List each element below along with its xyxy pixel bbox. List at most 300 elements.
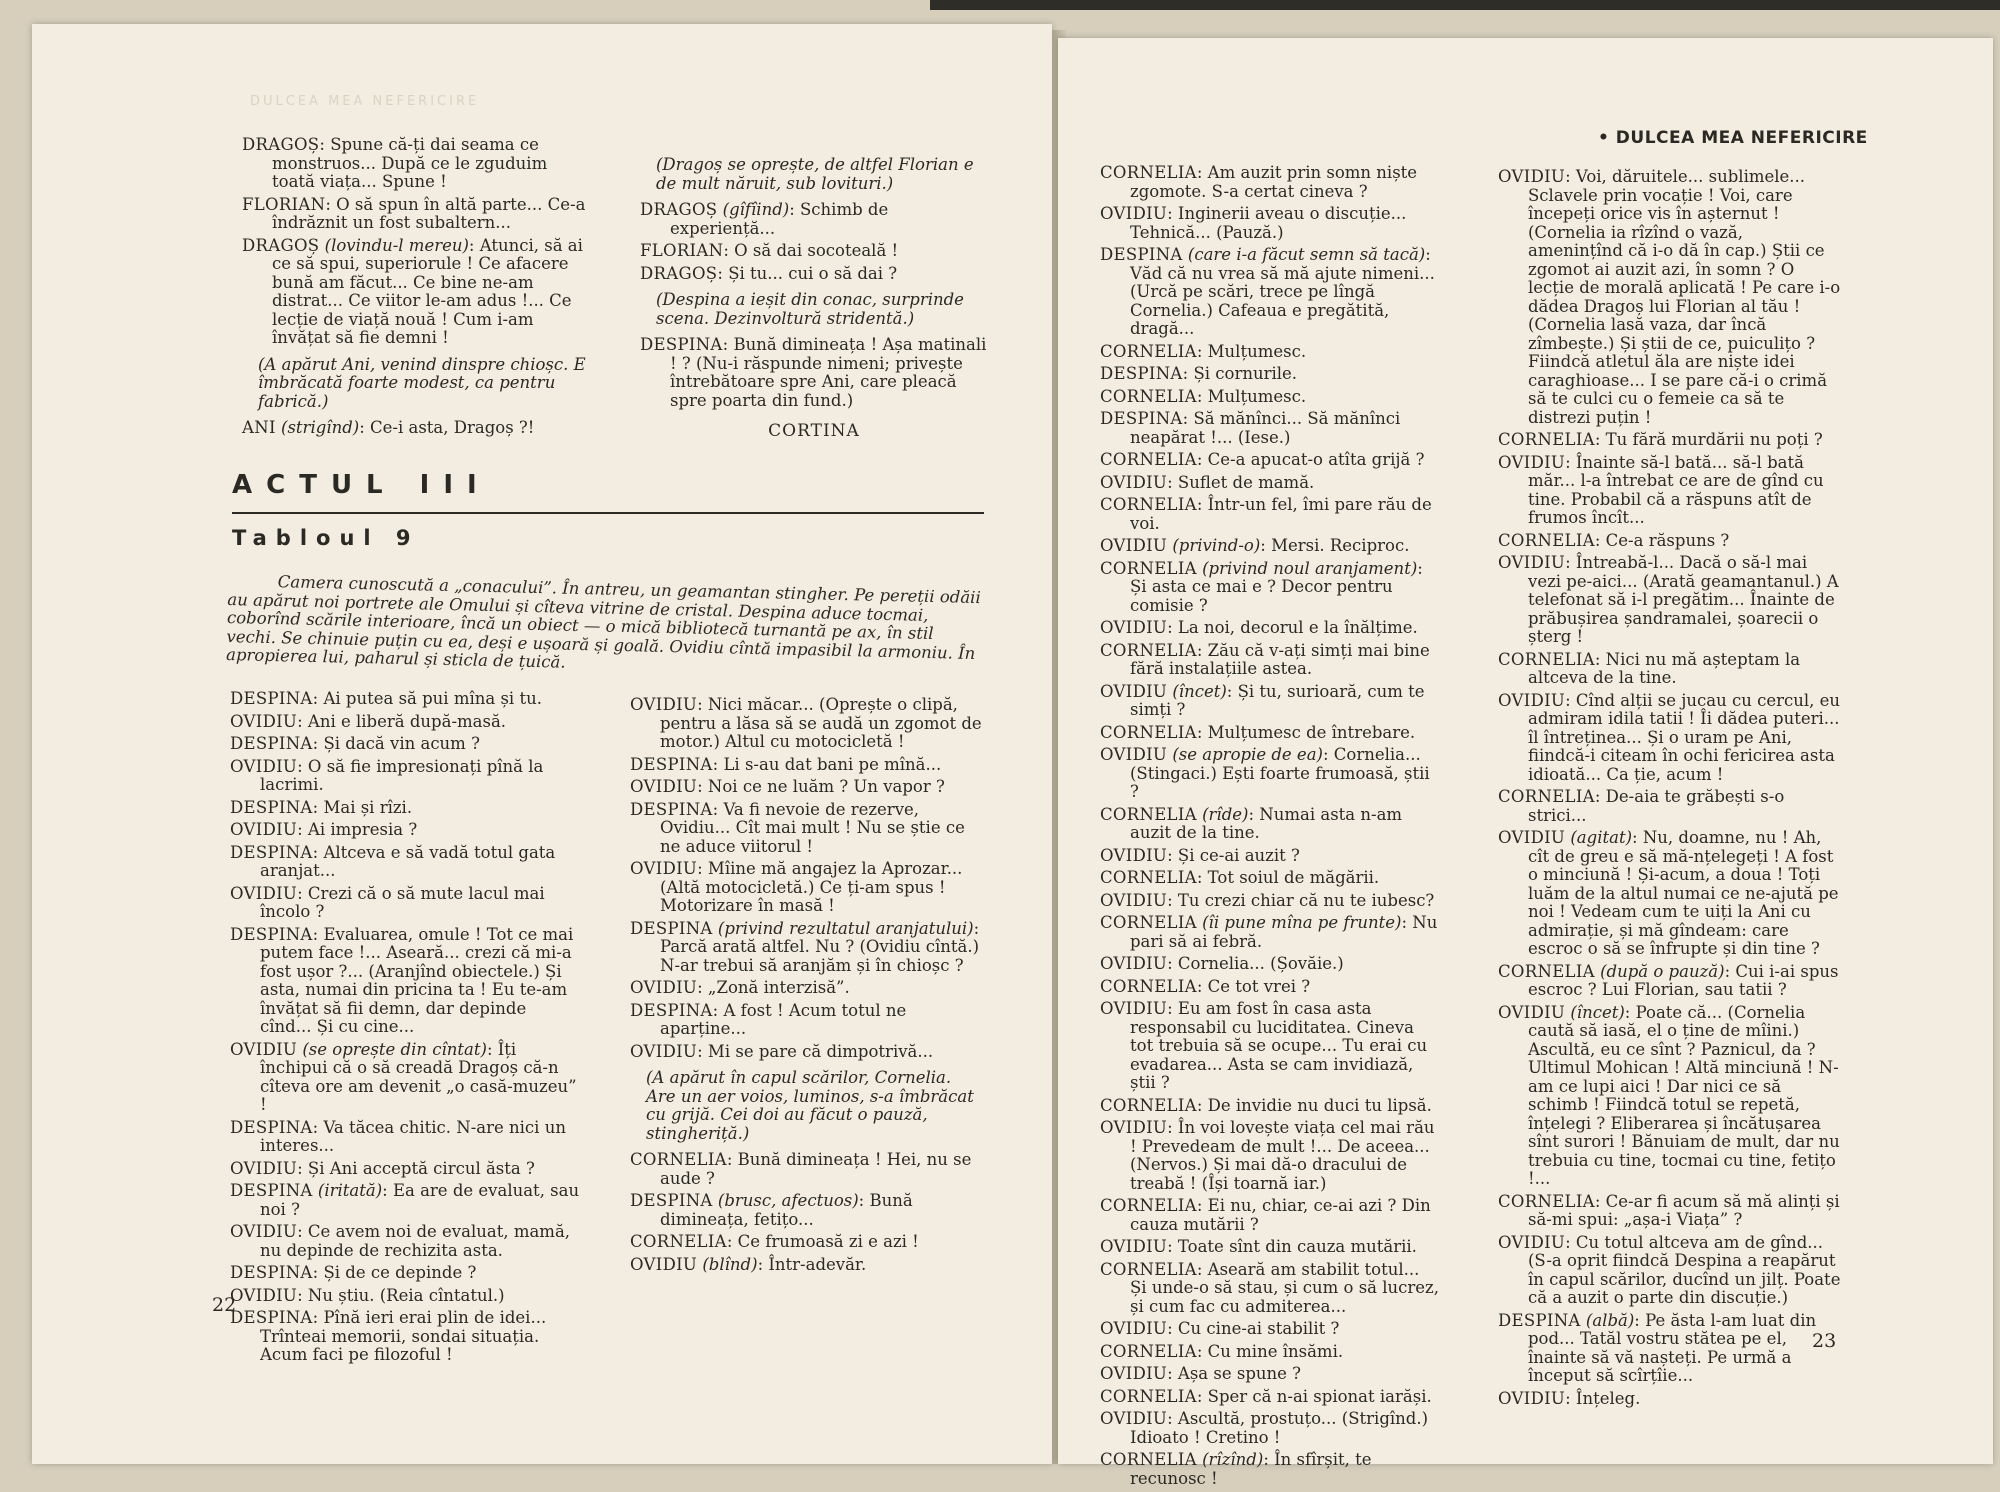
speaker-name: ANI [242, 418, 276, 437]
speaker-name: DESPINA [630, 918, 713, 938]
dialogue-line [640, 336, 988, 410]
line-text: : Crezi că o să mute lacul mai încolo ? [260, 883, 545, 921]
dialogue-line [1100, 410, 1440, 447]
dialogue-line [1498, 788, 1842, 825]
dialogue-line [230, 799, 580, 818]
speaker-direction: (lovindu-l mereu) [319, 235, 469, 255]
speaker-name: OVIDIU [1100, 472, 1168, 492]
speaker-name: OVIDIU [230, 756, 298, 776]
dialogue-line [1100, 246, 1440, 339]
speaker-name: DRAGOȘ [242, 235, 320, 255]
line-text: : Tot soiul de măgării. [1196, 868, 1380, 887]
speaker-name: OVIDIU [1100, 1118, 1168, 1137]
dialogue-line [242, 136, 588, 192]
line-text: : Și ce-ai auzit ? [1167, 845, 1300, 865]
dialogue-line [230, 1182, 580, 1219]
background-edge [930, 0, 2000, 10]
dialogue-line [630, 1002, 982, 1039]
speaker-name: OVIDIU [1100, 745, 1168, 764]
speaker-name: FLORIAN [640, 241, 724, 260]
dialogue-line [230, 1119, 580, 1156]
dialogue-line [242, 419, 588, 438]
speaker-name: OVIDIU [230, 1222, 298, 1241]
line-text: : Mersi. Reciproc. [1260, 536, 1410, 555]
speaker-name: OVIDIU [1498, 1002, 1566, 1022]
speaker-name: OVIDIU [230, 1039, 298, 1059]
line-text: : Ascultă, prostuțo... (Strigînd.) Idioato ! Cretino ! [1130, 1409, 1429, 1447]
speaker-name: FLORIAN [242, 194, 326, 214]
speaker-name: DRAGOȘ [640, 263, 718, 283]
line-text: : Mulțumesc. [1196, 386, 1307, 406]
speaker-name: OVIDIU [630, 1254, 698, 1274]
dialogue-line [1100, 1119, 1440, 1193]
speaker-direction: (se oprește din cîntat) [297, 1039, 487, 1059]
dialogue-line [1100, 806, 1440, 843]
speaker-name: CORNELIA [1498, 649, 1595, 669]
speaker-name: CORNELIA [1498, 787, 1595, 806]
dialogue-line [1100, 537, 1440, 556]
curtain-marker: CORTINA [768, 421, 860, 441]
line-text: : Nu pari să ai febră. [1130, 913, 1438, 951]
speaker-direction: (iritată) [312, 1181, 383, 1200]
dialogue-line [630, 979, 982, 998]
line-text: : Ce avem noi de evaluat, mamă, nu depinde de rechizita asta. [260, 1222, 571, 1260]
line-text: : Și asta ce mai e ? Decor pentru comisie ? [1130, 558, 1423, 615]
speaker-name: OVIDIU [1498, 690, 1566, 710]
line-text: : Cu mine însămi. [1196, 1341, 1344, 1361]
speaker-direction: (rîde) [1196, 804, 1249, 824]
line-text: : Cornelia... (Stingaci.) Ești foarte frumoasă, știi ? [1130, 745, 1430, 801]
speaker-name: CORNELIA [1100, 558, 1197, 578]
speaker-name: OVIDIU [230, 711, 298, 731]
line-text: : Și cornurile. [1182, 364, 1298, 383]
dialogue-line [1100, 724, 1440, 743]
speaker-direction: (care i-a făcut semn să tacă) [1182, 245, 1426, 264]
speaker-name: OVIDIU [630, 1041, 698, 1061]
tableau-title: Tabloul 9 [232, 526, 420, 550]
line-text: : Ce tot vrei ? [1196, 976, 1311, 996]
dialogue-line [1100, 642, 1440, 679]
dialogue-line [230, 713, 580, 732]
line-text: : Și Ani acceptă circul ăsta ? [297, 1158, 535, 1178]
line-text: : Ce frumoasă zi e azi ! [726, 1232, 919, 1251]
dialogue-line [1100, 892, 1440, 911]
dialogue-line [230, 844, 580, 881]
dialogue-line [230, 735, 580, 754]
line-text: : Și de ce depinde ? [312, 1263, 477, 1282]
dialogue-line [230, 1287, 580, 1306]
line-text: : Nici nu mă așteptam la altceva de la tine. [1528, 649, 1801, 687]
line-text: : Cui i-ai spus escroc ? Lui Florian, sau tatii ? [1528, 961, 1839, 999]
dialogue-line [1100, 1388, 1440, 1407]
speaker-name: DESPINA [630, 1191, 713, 1210]
line-text: : Li s-au dat bani pe mînă... [712, 754, 942, 774]
line-text: : Mulțumesc. [1196, 341, 1307, 361]
speaker-name: CORNELIA [1100, 722, 1197, 742]
dialogue-line [230, 821, 580, 840]
line-text: : Cu totul altceva am de gînd... (S-a oprit fiindcă Despina a reapărut în capul scărilor, ducînd un jilț. Poate că a auzit o parte din discuție.) [1528, 1232, 1841, 1307]
dialogue-line [230, 690, 580, 709]
dialogue-line [630, 1043, 982, 1062]
line-text: : Înțeleg. [1565, 1388, 1641, 1408]
line-text: : Mîine mă angajez la Aprozar... (Altă motocicletă.) Ce ți-am spus ! Motorizare în masă ! [660, 859, 963, 915]
dialogue-line [230, 1264, 580, 1283]
dialogue-line [230, 1223, 580, 1260]
line-text: : În sfîrșit, te recunosc ! [1130, 1450, 1372, 1488]
faded-running-header: DULCEA MEA NEFERICIRE [250, 94, 480, 109]
dialogue-line [1498, 1004, 1842, 1189]
page-number-right: 23 [1812, 1330, 1837, 1352]
speaker-name: CORNELIA [1100, 976, 1197, 996]
speaker-direction: (după o pauză) [1594, 961, 1725, 981]
line-text: : Să mănînci... Să mănînci neapărat !... (Iese.) [1130, 409, 1401, 447]
dialogue-line [230, 1309, 580, 1365]
speaker-name: OVIDIU [1100, 1319, 1168, 1338]
line-text: : Ce-a răspuns ? [1594, 530, 1730, 550]
line-text: : Așa se spune ? [1167, 1364, 1302, 1383]
line-text: : Ce-a apucat-o atîta grijă ? [1196, 450, 1425, 469]
line-text: : Ai putea să pui mîna și tu. [312, 689, 542, 708]
line-text: : Am auzit prin somn niște zgomote. S-a certat cineva ? [1130, 163, 1418, 201]
dialogue-line [640, 265, 988, 284]
dialogue-line [1100, 746, 1440, 802]
scene-description: Camera cunoscută a „conacului”. În antreu, un geamantan stingher. Pe pereții odăii au apărut noi portrete ale Omului și cîteva vitrine de cristal. Despina aduce tocmai, coborînd scările interioare, încă un obiect — o mică bibliotecă turnantă pe ax, în stil vechi. Se chinuie puțin cu ea, deși e ușoară și goală. Ovidiu cîntă impasibil la armoniu. În apropierea lui, paharul și sticla de țuică. [225, 572, 981, 672]
dialogue-line [230, 1160, 580, 1179]
speaker-direction: (privind noul aranjament) [1196, 558, 1418, 578]
speaker-name: DESPINA [230, 734, 313, 753]
dialogue-line [1100, 955, 1440, 974]
stage-direction: (A apărut Ani, venind dinspre chioșc. E îmbrăcată foarte modest, ca pentru fabrică.) [258, 354, 586, 411]
speaker-name: OVIDIU [1498, 1388, 1566, 1408]
dialogue-line [630, 756, 982, 775]
dialogue-line [1100, 869, 1440, 888]
speaker-name: DESPINA [230, 924, 313, 944]
speaker-name: DESPINA [1100, 245, 1183, 264]
line-text: : De invidie nu duci tu lipsă. [1196, 1095, 1432, 1115]
speaker-name: CORNELIA [1100, 495, 1197, 514]
speaker-direction: (agitat) [1565, 828, 1633, 847]
dialogue-line [1100, 388, 1440, 407]
dialogue-line [1100, 1238, 1440, 1257]
line-text: : La noi, decorul e la înălțime. [1167, 618, 1418, 637]
speaker-name: OVIDIU [230, 1285, 298, 1305]
running-header: • DULCEA MEA NEFERICIRE [1598, 128, 1868, 148]
speaker-name: DESPINA [630, 754, 713, 774]
speaker-name: DESPINA [630, 1000, 713, 1020]
speaker-direction: (strigînd) [275, 418, 360, 437]
speaker-name: CORNELIA [1100, 913, 1197, 932]
line-text: : Ce-i asta, Dragoș ?! [359, 418, 535, 437]
line-text: : Și dacă vin acum ? [312, 734, 480, 753]
left-column-2-top [640, 148, 988, 445]
line-text: : Într-un fel, îmi pare rău de voi. [1130, 495, 1432, 533]
line-text: : Voi, dăruitele... sublimele... Sclavele prin vocație ! Voi, care începeți orice vis în așternut ! (Cornelia ia rîzînd o vază, amenințînd că i-o dă în cap.) Știi ce zgomot ai auzit azi, în somn ? O lecție de morală aplicată ! Pe care i-o dădea Dragoș lui Florian al tău ! (Cornelia lasă vaza, dar încă zîmbește.) Și știi de ce, puiculițo ? Fiindcă atletul ăla are niște idei caraghioase... I se pare că-i o crimă să te culci cu o femeie ca să te distrezi puțin ! [1528, 167, 1841, 427]
dialogue-line [230, 926, 580, 1037]
speaker-name: DRAGOȘ [242, 135, 320, 154]
dialogue-line [630, 696, 982, 752]
dialogue-line [1498, 168, 1842, 427]
stage-direction: (Despina a ieșit din conac, surprinde scena. Dezinvoltură stridentă.) [656, 290, 964, 328]
line-text: : Aseară am stabilit totul... Și unde-o să stau, și cum o să lucrez, și cum fac cu admiterea... [1130, 1259, 1439, 1316]
speaker-direction: (privind-o) [1167, 536, 1261, 555]
speaker-name: CORNELIA [1100, 341, 1197, 361]
dialogue-line [1498, 554, 1842, 647]
line-text: : Întreabă-l... Dacă o să-l mai vezi pe-aici... (Arată geamantanul.) A telefonat să i-l pregătim... Înainte de prăbușirea șandramalei, șoarecii o șterg ! [1528, 553, 1839, 646]
line-text: : Va fi nevoie de rezerve, Ovidiu... Cît mai mult ! Nu se știe ce ne aduce viitorul ! [660, 799, 965, 856]
dialogue-line [1100, 1410, 1440, 1447]
dialogue-line [1100, 683, 1440, 720]
dialogue-line [230, 1041, 580, 1115]
line-text: : Inginerii aveau o discuție... Tehnică... (Pauză.) [1130, 204, 1407, 242]
speaker-name: CORNELIA [1100, 1341, 1197, 1361]
speaker-name: DESPINA [640, 335, 723, 354]
line-text: : O să fie impresionați pînă la lacrimi. [260, 756, 544, 794]
line-text: : Toate sînt din cauza mutării. [1167, 1237, 1417, 1256]
speaker-name: OVIDIU [230, 1158, 298, 1178]
dialogue-line [630, 1256, 982, 1275]
dialogue-line [1100, 1451, 1440, 1488]
dialogue-line [1100, 451, 1440, 470]
speaker-name: DESPINA [630, 799, 713, 819]
right-column-2 [1498, 168, 1842, 1412]
dialogue-line [630, 801, 982, 857]
speaker-name: CORNELIA [1498, 961, 1595, 981]
dialogue-line [1100, 914, 1440, 951]
line-text: : Numai asta n-am auzit de la tine. [1130, 804, 1403, 842]
speaker-name: OVIDIU [230, 820, 298, 839]
speaker-name: CORNELIA [1498, 430, 1595, 449]
act-title: ACTUL III [232, 470, 491, 500]
speaker-name: CORNELIA [1100, 163, 1197, 182]
dialogue-line [1498, 454, 1842, 528]
line-text: : Tu crezi chiar că nu te iubesc? [1167, 890, 1435, 910]
dialogue-line [1498, 963, 1842, 1000]
speaker-name: OVIDIU [630, 777, 698, 796]
speaker-name: OVIDIU [1100, 845, 1168, 865]
dialogue-line [1498, 532, 1842, 551]
line-text: : Ce-ar fi acum să mă alinți și să-mi spui: „așa-i Viața” ? [1528, 1191, 1840, 1229]
dialogue-line [1498, 1390, 1842, 1409]
speaker-name: CORNELIA [1100, 1450, 1197, 1469]
line-text: : Nici măcar... (Oprește o clipă, pentru a lăsa să se audă un zgomot de motor.) Altul cu motocicletă ! [660, 695, 982, 751]
speaker-name: OVIDIU [1100, 1409, 1168, 1428]
line-text: : În voi lovește viața cel mai rău ! Prevedeam de mult !... De aceea... (Nervos.) Și mai dă-o dracului de treabă ! (Își toarnă iar.) [1130, 1118, 1435, 1193]
line-text: : Și tu... cui o să dai ? [717, 263, 898, 283]
line-text: : Ai impresia ? [297, 820, 418, 839]
speaker-name: CORNELIA [1100, 1259, 1197, 1279]
dialogue-line [1498, 651, 1842, 688]
speaker-name: OVIDIU [230, 883, 298, 903]
speaker-name: OVIDIU [1100, 890, 1168, 910]
speaker-name: OVIDIU [1498, 553, 1566, 572]
line-text: : Noi ce ne luăm ? Un vapor ? [697, 777, 945, 796]
speaker-direction: (încet) [1167, 681, 1227, 701]
line-text: : Și tu, surioară, cum te simți ? [1130, 681, 1425, 719]
dialogue-line [1100, 1343, 1440, 1362]
speaker-name: DESPINA [230, 1308, 313, 1327]
dialogue-line [1498, 1193, 1842, 1230]
speaker-name: DESPINA [1100, 409, 1183, 428]
line-text: : Va tăcea chitic. N-are nici un interes... [260, 1117, 566, 1155]
speaker-name: DESPINA [230, 1263, 313, 1282]
speaker-direction: (blînd) [697, 1254, 758, 1274]
speaker-name: OVIDIU [630, 695, 698, 714]
speaker-name: OVIDIU [630, 859, 698, 878]
dialogue-line [1498, 1234, 1842, 1308]
line-text: : Mi se pare că dimpotrivă... [697, 1041, 934, 1061]
dialogue-line [1100, 474, 1440, 493]
dialogue-line [1100, 1365, 1440, 1384]
speaker-name: OVIDIU [1100, 618, 1168, 637]
line-text: : Sper că n-ai spionat iarăși. [1196, 1386, 1432, 1406]
left-column-1-bottom [230, 690, 580, 1369]
line-text: : Nu, doamne, nu ! Ah, cît de greu e să mă-nțelegeți ! A fost o minciună ! Și-acum, a doua ! Toți luăm de la altul numai ce ne-ajută pe noi ! Vedeam cum te uiți la Ani cu admirație, și mă gîndeam: care escroc o să se înfrupte și din tine ? [1528, 828, 1839, 958]
speaker-name: OVIDIU [1498, 452, 1566, 472]
speaker-name: CORNELIA [1100, 1095, 1197, 1115]
dialogue-line [630, 1192, 982, 1229]
line-text: : Într-adevăr. [757, 1254, 867, 1274]
speaker-name: OVIDIU [1498, 167, 1566, 186]
speaker-name: DESPINA [230, 1181, 313, 1200]
speaker-name: CORNELIA [1100, 640, 1197, 660]
line-text: : Nu știu. (Reia cîntatul.) [297, 1285, 505, 1305]
right-column-1 [1100, 164, 1440, 1492]
line-text: : Cornelia... (Șovăie.) [1167, 954, 1344, 973]
speaker-name: OVIDIU [1100, 536, 1168, 555]
stage-direction: (A apărut în capul scărilor, Cornelia. Are un aer voios, luminos, s-a îmbrăcat cu grijă. Cei doi au făcut o pauză, stingheriță.) [646, 1068, 974, 1143]
line-text: : Parcă arată altfel. Nu ? (Ovidiu cîntă.) N-ar trebui să aranjăm și în chioșc ? [660, 918, 980, 975]
dialogue-line [1100, 978, 1440, 997]
speaker-name: DRAGOȘ [640, 200, 718, 219]
speaker-name: CORNELIA [1100, 1386, 1197, 1406]
act-rule [232, 512, 984, 514]
line-text: : O să spun în altă parte... Ce-a îndrăznit un fost subaltern... [272, 194, 586, 232]
speaker-name: OVIDIU [1100, 954, 1168, 973]
speaker-name: OVIDIU [1100, 1237, 1168, 1256]
dialogue-line [1498, 692, 1842, 785]
line-text: : Spune că-ți dai seama ce monstruos... După ce le zguduim toată viața... Spune ! [272, 135, 548, 191]
line-text: : Zău că v-ați simți mai bine fără instalațiile astea. [1130, 640, 1430, 678]
speaker-name: CORNELIA [1100, 450, 1197, 469]
dialogue-line [1498, 829, 1842, 959]
page-number-left: 22 [212, 1294, 237, 1316]
speaker-name: CORNELIA [630, 1150, 727, 1169]
line-text: : Ea are de evaluat, sau noi ? [260, 1181, 580, 1219]
speaker-name: DESPINA [1100, 364, 1183, 383]
dialogue-line [1100, 164, 1440, 201]
dialogue-line [230, 758, 580, 795]
line-text: : Atunci, să ai ce să spui, superiorule ! Ce afacere bună am făcut... Ce bine ne-am distrat... Ce viitor le-am adus !... Ce lecție de viață nouă ! Cum i-am învățat să fie demni ! [272, 235, 583, 347]
dialogue-line [1498, 1312, 1842, 1386]
dialogue-line [1100, 496, 1440, 533]
line-text: : Văd că nu vrea să mă ajute nimeni... (Urcă pe scări, trece pe lîngă Cornelia.) Cafeaua e pregătită, dragă... [1130, 245, 1435, 338]
dialogue-line [230, 885, 580, 922]
stage-direction: (Dragoș se oprește, de altfel Florian e de mult năruit, sub lovituri.) [656, 155, 974, 193]
dialogue-line [630, 920, 982, 976]
speaker-direction: (albă) [1580, 1310, 1635, 1330]
speaker-name: CORNELIA [1100, 868, 1197, 887]
line-text: : De-aia te grăbești s-o strici... [1528, 787, 1785, 825]
line-text: : Poate că... (Cornelia caută să iasă, el o ține de mîini.) Ascultă, eu ce sînt ? Paznicul, da ? Ultimul Mohican ! Altă minciună ! N-am ce lupi aici ! Dar nici ce să schimb ! Fiindcă totul se repetă, înțelegi ? Eliberarea și încătușarea sînt surori ! Bănuiam de mult, dar nu trebuia cu tine, tocmai cu tine, fetițo !... [1528, 1002, 1840, 1188]
line-text: : Îți închipui că o să creadă Dragoș că-n cîteva ore am devenit „o casă-muzeu” ! [260, 1039, 577, 1114]
dialogue-line [242, 196, 588, 233]
line-text: : Tu fără murdării nu poți ? [1594, 430, 1823, 449]
speaker-name: CORNELIA [1100, 386, 1197, 406]
speaker-name: OVIDIU [630, 978, 698, 997]
speaker-direction: (gîfîind) [717, 200, 790, 219]
speaker-direction: (se apropie de ea) [1167, 745, 1323, 764]
speaker-name: CORNELIA [1498, 1191, 1595, 1211]
line-text: : Bună dimineața, fetițo... [660, 1191, 913, 1229]
left-column-2-bottom [630, 696, 982, 1278]
dialogue-line [1100, 205, 1440, 242]
dialogue-line [1100, 365, 1440, 384]
line-text: : Bună dimineața ! Hei, nu se aude ? [660, 1150, 972, 1188]
speaker-name: DESPINA [230, 689, 313, 708]
dialogue-line [630, 778, 982, 797]
line-text: : Ani e liberă după-masă. [297, 711, 507, 731]
dialogue-line [1100, 560, 1440, 616]
dialogue-line [1100, 1097, 1440, 1116]
speaker-name: CORNELIA [1498, 530, 1595, 550]
line-text: : A fost ! Acum totul ne aparține... [660, 1000, 907, 1038]
line-text: : „Zonă interzisă”. [697, 978, 850, 997]
left-column-1-top [242, 136, 588, 442]
dialogue-line [640, 242, 988, 261]
speaker-name: OVIDIU [1498, 828, 1566, 847]
dialogue-line [242, 237, 588, 348]
speaker-name: DESPINA [1498, 1310, 1581, 1330]
speaker-direction: (rîzînd) [1196, 1450, 1264, 1469]
line-text: : Pe ăsta l-am luat din pod... Tatăl vostru stătea pe el, înainte să vă nașteți. Pe urmă a început să scîrțîie... [1528, 1310, 1817, 1385]
speaker-name: OVIDIU [1100, 999, 1168, 1018]
speaker-name: DESPINA [230, 797, 313, 817]
dialogue-line [1100, 619, 1440, 638]
line-text: : Înainte să-l bată... să-l bată măr... l-a întrebat ce are de gînd cu tine. Probabil că a răspuns atît de frumos încît... [1528, 452, 1824, 527]
dialogue-line [1100, 1000, 1440, 1093]
dialogue-line [1100, 1261, 1440, 1317]
line-text: : Cînd alții se jucau cu cercul, eu admiram idila tatii ! Îi dădea puteri... îl întreținea... Și o uram pe Ani, fiindcă-i citeam în ochi fericirea asta idioată... Ca ție, acum ! [1528, 690, 1841, 784]
speaker-name: OVIDIU [1100, 204, 1168, 223]
dialogue-line [1100, 1197, 1440, 1234]
dialogue-line [630, 1151, 982, 1188]
line-text: : Mai și rîzi. [312, 797, 413, 817]
dialogue-line [630, 1233, 982, 1252]
speaker-name: CORNELIA [1100, 1196, 1197, 1215]
speaker-direction: (brusc, afectuos) [712, 1191, 859, 1210]
line-text: : Eu am fost în casa asta responsabil cu luciditatea. Cineva tot trebuia să se ocupe... Tu erai cu evadarea... Asta se cam invidiază, știi ? [1130, 999, 1428, 1092]
line-text: : Ei nu, chiar, ce-ai azi ? Din cauza mutării ? [1130, 1196, 1431, 1234]
speaker-direction: (îi pune mîna pe frunte) [1196, 913, 1402, 932]
speaker-name: OVIDIU [1100, 1364, 1168, 1383]
line-text: : O să dai socoteală ! [723, 241, 899, 260]
line-text: : Evaluarea, omule ! Tot ce mai putem face !... Aseară... crezi că mi-a fost ușor ?... (Aranjînd obiectele.) Și asta, numai din pricina ta ! Eu te-am învățat să fii demn, dar depinde cînd... Și cu cine... [260, 924, 574, 1036]
line-text: : Pînă ieri erai plin de idei... Trînteai memorii, sondai situația. Acum faci pe filozoful ! [260, 1308, 547, 1364]
line-text: : Bună dimineața ! Așa matinali ! ? (Nu-i răspunde nimeni; privește întrebătoare spre Ani, care pleacă spre poarta din fund.) [670, 335, 987, 410]
speaker-name: OVIDIU [1100, 681, 1168, 701]
line-text: : Mulțumesc de întrebare. [1196, 722, 1416, 742]
line-text: : Schimb de experiență... [670, 200, 889, 238]
speaker-name: CORNELIA [630, 1232, 727, 1251]
dialogue-line [640, 201, 988, 238]
dialogue-line [1100, 1320, 1440, 1339]
line-text: : Cu cine-ai stabilit ? [1167, 1319, 1340, 1338]
speaker-direction: (încet) [1565, 1002, 1625, 1022]
dialogue-line [1100, 343, 1440, 362]
speaker-name: CORNELIA [1100, 804, 1197, 824]
dialogue-line [1498, 431, 1842, 450]
speaker-direction: (privind rezultatul aranjatului) [712, 918, 974, 938]
